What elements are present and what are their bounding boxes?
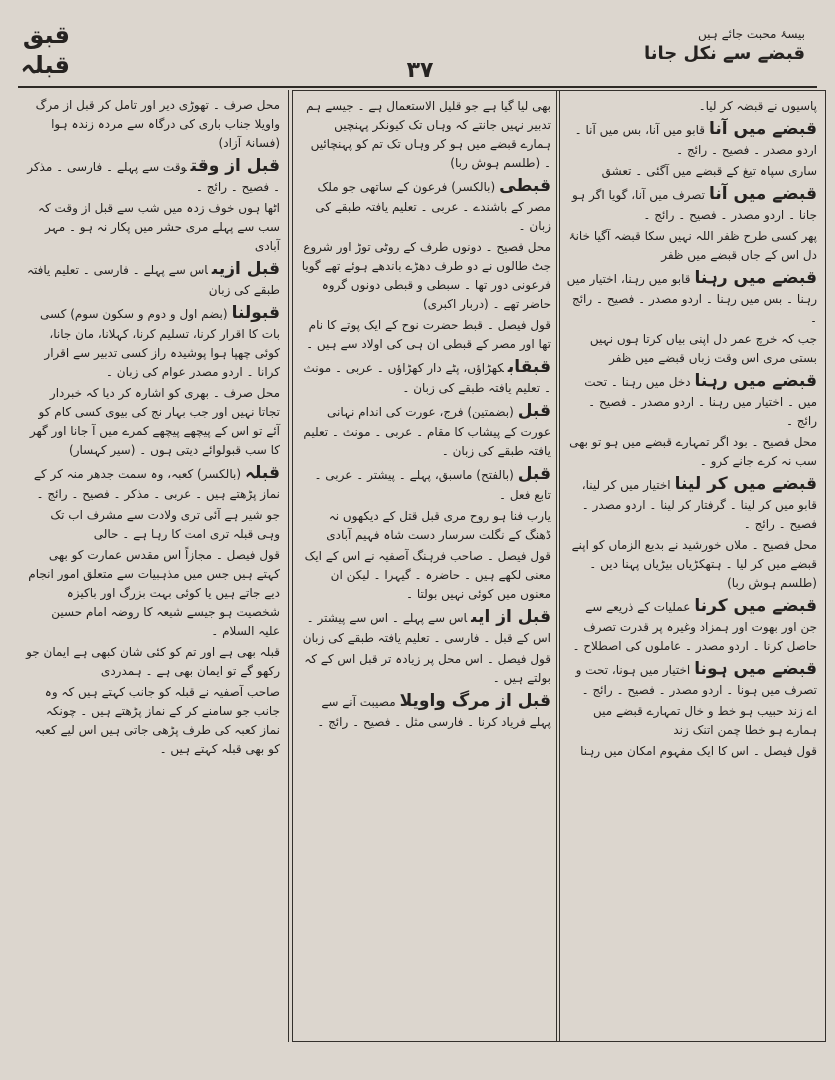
dictionary-entry bbox=[26, 155, 280, 197]
entry-text: اے زند حبیب ہو خط و خال تمہارے قبضے میں ہمارے ہو خطا چمن اتنک زند bbox=[593, 704, 817, 737]
page-header-right bbox=[635, 26, 805, 66]
page-header-left bbox=[20, 20, 70, 80]
entry-text: پھر کسی طرح ظفر اللہ نہیں سکا قبضہ آگیا خانۂ دل اس کے جاں قبضے میں ظفر bbox=[568, 229, 817, 262]
entry-headword: قبضے میں آنا bbox=[709, 184, 817, 204]
entry-text: (بضم اول و دوم و سکون سوم) کسی بات کا اقرار کرنا، تسلیم کرنا، کہلانا، مان جانا، کوئی چھپا ہوا پوشیدہ راز کسی تدبیر سے اقرار کرانا ۔ اردو مصدر عوام کی زبان ۔ bbox=[39, 307, 280, 379]
entry-text: پاسیوں نے قبضہ کر لیا۔ bbox=[698, 99, 817, 113]
entry-text: (بضمتین) فرج، عورت کی اندام نہانی عورت کے پیشاب کا مقام ۔ عربی ۔ مونث ۔ تعلیم یافتہ طبقے کی زبان ۔ bbox=[303, 405, 551, 458]
dictionary-entry bbox=[565, 473, 817, 534]
dictionary-entry bbox=[565, 595, 817, 656]
entry-headword: قبل از وقت bbox=[190, 156, 280, 176]
dictionary-paragraph bbox=[26, 96, 280, 153]
entry-headword: قبل از ایں bbox=[471, 607, 551, 627]
entry-text: قول فیصل ۔ صاحب فرہنگ آصفیہ نے اس کے ایک معنی لکھے ہیں ۔ حاضرہ ۔ گیہرا ۔ لیکن ان معنوں میں کوئی نہیں بولتا ۔ bbox=[304, 549, 551, 601]
entry-text: قول فیصل ۔ اس کا ایک مفہوم امکان میں رہنا bbox=[580, 744, 817, 758]
dictionary-paragraph bbox=[301, 547, 551, 604]
dictionary-paragraph bbox=[565, 433, 817, 471]
entry-text: بھی لیا گیا ہے جو قلیل الاستعمال ہے ۔ جیسے ہم تدبیر نہیں جانتے کہ وہاں تک کیونکر پہنچیں ہمارے قبضے میں ہو کر وہاں تک تم کو پہنچائیں ۔ (طلسم ہوش ربا) bbox=[306, 99, 551, 170]
dictionary-paragraph bbox=[565, 330, 817, 368]
entry-text: کھڑاؤں، پٹے دار کھڑاؤں ۔ عربی ۔ مونث ۔ تعلیم یافتہ طبقے کی زبان ۔ bbox=[303, 361, 551, 395]
entry-text: اختیار میں ہونا، تحت و تصرف میں ہونا ۔ اردو مصدر ۔ فصیح ۔ رائج ۔ bbox=[575, 663, 817, 697]
entry-headword: قبطی bbox=[499, 176, 551, 196]
entry-headword: قبضے میں کرنا bbox=[694, 596, 817, 616]
entry-text: قابو میں آنا، بس میں آنا ۔ اردو مصدر ۔ فصیح ۔ رائج ۔ bbox=[574, 123, 817, 157]
dictionary-paragraph bbox=[26, 384, 280, 460]
entry-text: (بالفتح) ماسبق، پہلے ۔ پیشتر ۔ عربی ۔ تابع فعل ۔ bbox=[314, 468, 551, 502]
dictionary-entry bbox=[565, 658, 817, 700]
entry-text: محل فصیح ۔ ملاں خورشید نے بدیع الزماں کو اپنے قبضے میں کر لیا ۔ ہتھکڑیاں بیڑیاں پہنا دیں ۔ (طلسم ہوش ربا) bbox=[571, 538, 817, 590]
dictionary-entry bbox=[26, 462, 280, 504]
dictionary-entry bbox=[301, 690, 551, 732]
dictionary-paragraph bbox=[26, 199, 280, 256]
entry-text: قابو میں رہنا، اختیار میں رہنا ۔ بس میں رہنا ۔ اردو مصدر ۔ فصیح ۔ رائج ۔ bbox=[566, 272, 817, 325]
entry-headword: قبولنا bbox=[231, 303, 280, 323]
entry-text: قول فیصل ۔ اس محل پر زیادہ تر قبل اس کے کہ بولتے ہیں ۔ bbox=[304, 652, 551, 685]
dictionary-paragraph bbox=[301, 238, 551, 314]
column-middle bbox=[292, 90, 560, 1042]
dictionary-paragraph bbox=[565, 162, 817, 181]
entry-text: محل صرف ۔ تھوڑی دیر اور تامل کر قبل از مرگ واویلا جناب باری کی درگاہ سے مردہ زندہ ہوا (فسانۂ آزاد) bbox=[35, 98, 280, 150]
entry-headword: قبل ازیں bbox=[211, 259, 280, 279]
entry-text: اٹھا ہوں خوف زدہ میں شب سے قبل از وقت کہ سب سے پہلے مری حشر میں پکار نہ ہو ۔ مہر آبادی bbox=[37, 201, 280, 253]
entry-text: محل فصیح ۔ دونوں طرف کے روٹی توڑ اور شروع جٹ طالوں نے دو طرف دھڑے باندھے ہوئے تھے گویا فرعونی دور تھا ۔ سبطی و قبطی دونوں گروہ حاضر تھے ۔ (دربار اکبری) bbox=[301, 240, 551, 311]
entry-headword: قبضے میں کر لینا bbox=[674, 474, 817, 494]
entry-text: جو شیر ہے آئی تری ولادت سے مشرف اب تک وہی قبلہ تری امت کا رہا ہے ۔ حالی bbox=[50, 508, 280, 541]
dictionary-entry bbox=[301, 356, 551, 398]
dictionary-paragraph bbox=[565, 536, 817, 593]
dictionary-entry bbox=[565, 370, 817, 431]
entry-text: اس سے پہلے ۔ فارسی ۔ تعلیم یافتہ طبقے کی زبان bbox=[27, 263, 280, 297]
entry-text: قول فیصل ۔ مجازاً اس مقدس عمارت کو بھی کہتے ہیں جس میں مذہبیات سے متعلق امور انجام دیے جاتے ہیں یا کوئی بہت بزرگ اور باکیزہ شخصیت ہو جیسے شیعہ کا روضہ امام حسین علیہ السلام ۔ bbox=[28, 548, 280, 638]
entry-text: دخل میں رہنا ۔ تحت میں ۔ اختیار میں رہنا ۔ اردو مصدر ۔ فصیح ۔ رائج ۔ bbox=[584, 375, 817, 428]
entry-text: یارب فنا ہو روح مری قبل قتل کے دیکھوں نہ ڈھنگ کے نگلت سرسار دست شاہ فہیم آبادی bbox=[326, 509, 551, 542]
column-left bbox=[18, 90, 289, 1042]
entry-text: (بالکسر) فرعون کے ساتھی جو ملک مصر کے باشندے ۔ عربی ۔ تعلیم یافتہ طبقے کی زبان ۔ bbox=[315, 180, 551, 233]
dictionary-paragraph bbox=[565, 227, 817, 265]
dictionary-entry bbox=[26, 258, 280, 300]
dictionary-entry bbox=[301, 606, 551, 648]
entry-text: تصرف میں آنا، گویا اگر ہو جانا ۔ اردو مصدر ۔ فصیح ۔ رائج ۔ bbox=[571, 188, 817, 222]
header-last-entry: قبلہ bbox=[20, 51, 70, 79]
entry-text: قبلہ بھی ہے اور تم کو کئی شان کبھی ہے ایمان جو رکھو گے تو ایمان بھی ہے ۔ ہمدردی bbox=[26, 645, 280, 678]
dictionary-entry bbox=[565, 267, 817, 328]
entry-text: اختیار میں کر لینا، قابو میں کر لینا ۔ گرفتار کر لینا ۔ اردو مصدر ۔ فصیح ۔ رائج ۔ bbox=[581, 478, 817, 531]
dictionary-paragraph bbox=[301, 316, 551, 354]
entry-text: محل صرف ۔ بھری کو اشارہ کر دیا کہ خبردار تجاتا نہیں اور جب بہار نج کی بیوی کسی کام کو آئے تو اس کے پیچھے پیچھے کمرے میں آ جانا اور گھر کا سب قبولوائے دیتی ہوں ۔ (سیر کہسار) bbox=[29, 386, 280, 457]
dictionary-entry bbox=[565, 183, 817, 225]
entry-text: اس سے پہلے ۔ اس سے پیشتر ۔ اس کے قبل ۔ فارسی ۔ تعلیم یافتہ طبقے کی زبان bbox=[302, 611, 551, 645]
entry-text: محل فصیح ۔ بود اگر تمہارے قبضے میں ہو تو بھی سب نہ کرے جانے کرو ۔ bbox=[569, 435, 817, 468]
entry-text: عملیات کے ذریعے سے جن اور بھوت اور ہمزاد وغیرہ پر قدرت تصرف حاصل کرنا ۔ اردو مصدر ۔ عاملوں کی اصطلاح ۔ bbox=[572, 600, 817, 653]
entry-text: وقت سے پہلے ۔ فارسی ۔ مذکر ۔ فصیح ۔ رائج ۔ bbox=[27, 160, 280, 194]
dictionary-entry bbox=[301, 463, 551, 505]
entry-headword: قبضے میں ہونا bbox=[694, 659, 817, 679]
dictionary-entry bbox=[301, 175, 551, 236]
entry-headword: قبل bbox=[517, 464, 551, 484]
dictionary-paragraph bbox=[26, 506, 280, 544]
dictionary-paragraph bbox=[301, 650, 551, 688]
header-first-entry: قبضے سے نکل جانا bbox=[643, 43, 805, 64]
entry-text: صاحب آصفیہ نے قبلہ کو جانب کہتے ہیں کہ وہ جانب جو سامنے کر کے نماز پڑھتے ہیں ۔ چونکہ نماز کعبہ کی طرف پڑھی جاتی ہیں اس لیے کعبہ کو بھی قبلہ کہتے ہیں ۔ bbox=[34, 685, 280, 756]
entry-text: مصیبت آنے سے پہلے فریاد کرنا ۔ فارسی مثل ۔ فصیح ۔ رائج ۔ bbox=[317, 695, 551, 729]
entry-text: قول فیصل ۔ قبط حضرت نوح کے ایک پوتے کا نام تھا اور مصر کے قبطی ان ہی کی اولاد سے ہیں ۔ bbox=[306, 318, 551, 351]
entry-headword: قبضے میں رہنا bbox=[694, 268, 817, 288]
dictionary-paragraph bbox=[26, 683, 280, 759]
entry-text: (بالکسر) کعبہ، وہ سمت جدھر منہ کر کے نماز پڑھتے ہیں ۔ عربی ۔ مذکر ۔ فصیح ۔ رائج ۔ bbox=[33, 467, 280, 501]
dictionary-paragraph bbox=[301, 507, 551, 545]
entry-headword: قبلہ bbox=[245, 463, 280, 483]
dictionary-paragraph bbox=[301, 97, 551, 173]
dictionary-paragraph bbox=[565, 742, 817, 761]
dictionary-paragraph bbox=[565, 702, 817, 740]
header-letter-key: قبق bbox=[22, 21, 70, 49]
entry-text: ساری سپاہ تیغ کے قبضے میں آگئی ۔ تعشق bbox=[601, 164, 817, 178]
header-catchword: بیسۂ محبت جائے ہیں bbox=[698, 27, 805, 41]
entry-headword: قبقاب bbox=[507, 357, 551, 377]
entry-headword: قبل bbox=[517, 401, 551, 421]
header-rule bbox=[18, 86, 817, 88]
dictionary-entry bbox=[26, 302, 280, 382]
page-number: ۳۷ bbox=[406, 58, 434, 83]
entry-text: جب کہ خرچ عمر دل اپنی بیاں کرتا ہوں نہیں بستی مری اس وقت زباں قبضے میں ظفر bbox=[589, 332, 817, 365]
entry-headword: قبضے میں آنا bbox=[709, 119, 817, 139]
column-right bbox=[556, 90, 826, 1042]
dictionary-paragraph bbox=[26, 546, 280, 641]
entry-headword: قبل از مرگ واویلا bbox=[399, 691, 551, 711]
dictionary-paragraph bbox=[565, 97, 817, 116]
dictionary-entry bbox=[565, 118, 817, 160]
dictionary-paragraph bbox=[26, 643, 280, 681]
entry-headword: قبضے میں رہنا bbox=[694, 371, 817, 391]
dictionary-entry bbox=[301, 400, 551, 461]
